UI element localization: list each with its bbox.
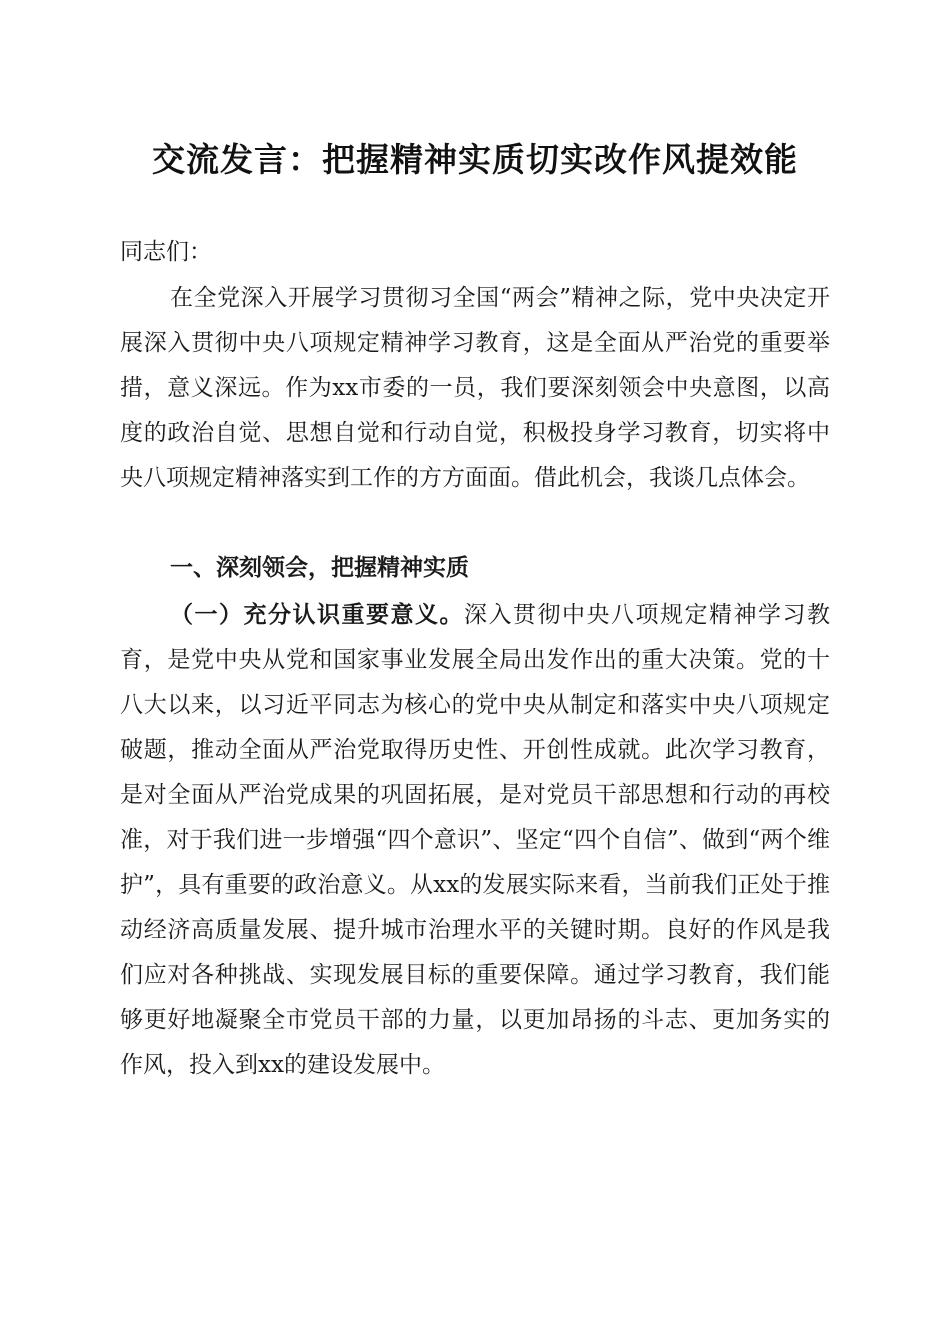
paragraph-intro: 在全党深入开展学习贯彻习全国“两会”精神之际，党中央决定开展深入贯彻中央八项规定精神学习教育，这是全面从严治党的重要举措，意义深远。作为xx市委的一员，我们要深刻领会中央意图，以高度的政治自觉、思想自觉和行动自觉，积极投身学习教育，切实将中央八项规定精神落实到工作的方方面面。借此机会，我谈几点体会。 xyxy=(120,285,830,491)
paragraph-lead: （一）充分认识重要意义。 xyxy=(170,601,464,628)
paragraph-body: 深入贯彻中央八项规定精神学习教育，是党中央从党和国家事业发展全局出发作出的重大决策。党的十八大以来，以习近平同志为核心的党中央从制定和落实中央八项规定破题，推动全面从严治党取得历史性、开创性成就。此次学习教育，是对全面从严治党成果的巩固拓展，是对党员干部思想和行动的再校准，对于我们进一步增强“四个意识”、坚定“四个自信”、做到“两个维护”，具有重要的政治意义。从xx的发展实际来看，当前我们正处于推动经济高质量发展、提升城市治理水平的关键时期。良好的作风是我们应对各种挑战、实现发展目标的重要保障。通过学习教育，我们能够更好地凝聚全市党员干部的力量，以更加昂扬的斗志、更加务实的作风，投入到xx的建设发展中。 xyxy=(120,602,830,1078)
section-heading-1: 一、深刻领会，把握精神实质 xyxy=(170,555,469,581)
paragraph-significance xyxy=(120,592,830,1088)
document-title: 交流发言：把握精神实质切实改作风提效能 xyxy=(152,140,798,179)
salutation: 同志们： xyxy=(120,239,212,265)
